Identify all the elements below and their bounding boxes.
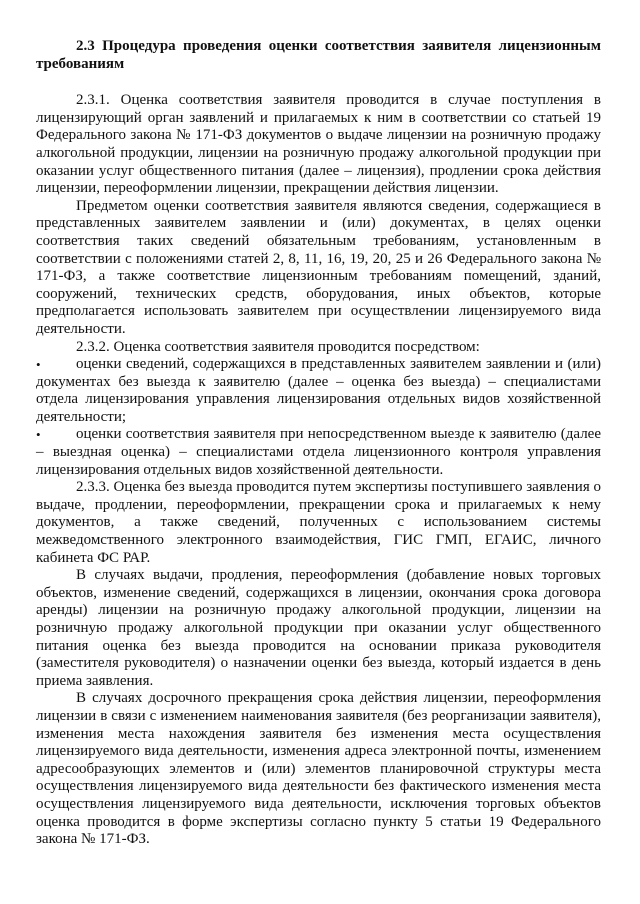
bullet-icon: • [36,427,41,443]
bullet-text: оценки соответствия заявителя при непосредственном выезде к заявителю (далее – выездная оценка) – специалистами отдела лицензионного контроля управления лицензирования отдельных видов хозяйственной деятельности. [36,426,601,478]
paragraph-termination-cases: В случаях досрочного прекращения срока действия лицензии, переоформления лицензии в связи с изменением наименования заявителя (без реорганизации заявителя), изменения места нахождения заявителя без изменения места осуществления лицензируемого вида деятельности, изменения адреса электронной почты, изменением адресообразующих элементов и (или) элементов планировочной структуры места осуществления лицензируемого вида деятельности без фактического изменения места осуществления лицензируемого вида деятельности, исключения торговых объектов оценка проводится в форме экспертизы согласно пункту 5 статьи 19 Федерального закона № 171-ФЗ. [36,690,601,848]
paragraph-assessment-subject: Предметом оценки соответствия заявителя являются сведения, содержащиеся в представленных заявителем заявлении и (или) документах, в целях оценки соответствия таких сведений обязательным требованиям, установленным в соответствии с положениями статей 2, 8, 11, 16, 19, 20, 25 и 26 Федерального закона № 171-ФЗ, а также соответствие лицензионным требованиям помещений, зданий, сооружений, технических средств, оборудования, иных объектов, которые предполагается использовать заявителем при осуществлении лицензируемого вида деятельности. [36,197,601,337]
bullet-item-onsite-assessment [36,426,601,479]
paragraph-2-3-1: 2.3.1. Оценка соответствия заявителя проводится в случае поступления в лицензирующий орган заявлений и прилагаемых к ним в соответствии со статьей 19 Федерального закона № 171-ФЗ документов о выдаче лицензии на розничную продажу алкогольной продукции, лицензии на розничную продажу алкогольной продукции при оказании услуг общественного питания (далее – лицензия), продлении срока действия лицензии, переоформлении лицензии, прекращении действия лицензии. [36,92,601,197]
bullet-item-remote-assessment [36,356,601,426]
bullet-text: оценки сведений, содержащихся в представленных заявителем заявлении и (или) документах без выезда к заявителю (далее – оценка без выезда) – специалистами отдела лицензирования управления лицензирования отдельных видов хозяйственной деятельности; [36,356,601,425]
paragraph-2-3-2: 2.3.2. Оценка соответствия заявителя проводится посредством: [76,338,480,355]
section-heading: 2.3 Процедура проведения оценки соответствия заявителя лицензионным требованиям [36,38,601,72]
paragraph-2-3-3: 2.3.3. Оценка без выезда проводится путем экспертизы поступившего заявления о выдаче, продлении, переоформлении, прекращении срока и прилагаемых к нему документов, а также сведений, полученных с использованием системы межведомственного электронного взаимодействия, ГИС ГМП, ЕГАИС, личного кабинета ФС РАР. [36,479,601,566]
paragraph-issuance-cases: В случаях выдачи, продления, переоформления (добавление новых торговых объектов, изменение сведений, содержащихся в лицензии, окончания срока договора аренды) лицензии на розничную продажу алкогольной продукции, лицензии на розничную продажу алкогольной продукции при оказании услуг общественного питания оценка без выезда проводится на основании приказа руководителя (заместителя руководителя) о назначении оценки без выезда, который издается в день приема заявления. [36,567,601,689]
bullet-icon: • [36,357,41,373]
document-page [36,38,601,849]
